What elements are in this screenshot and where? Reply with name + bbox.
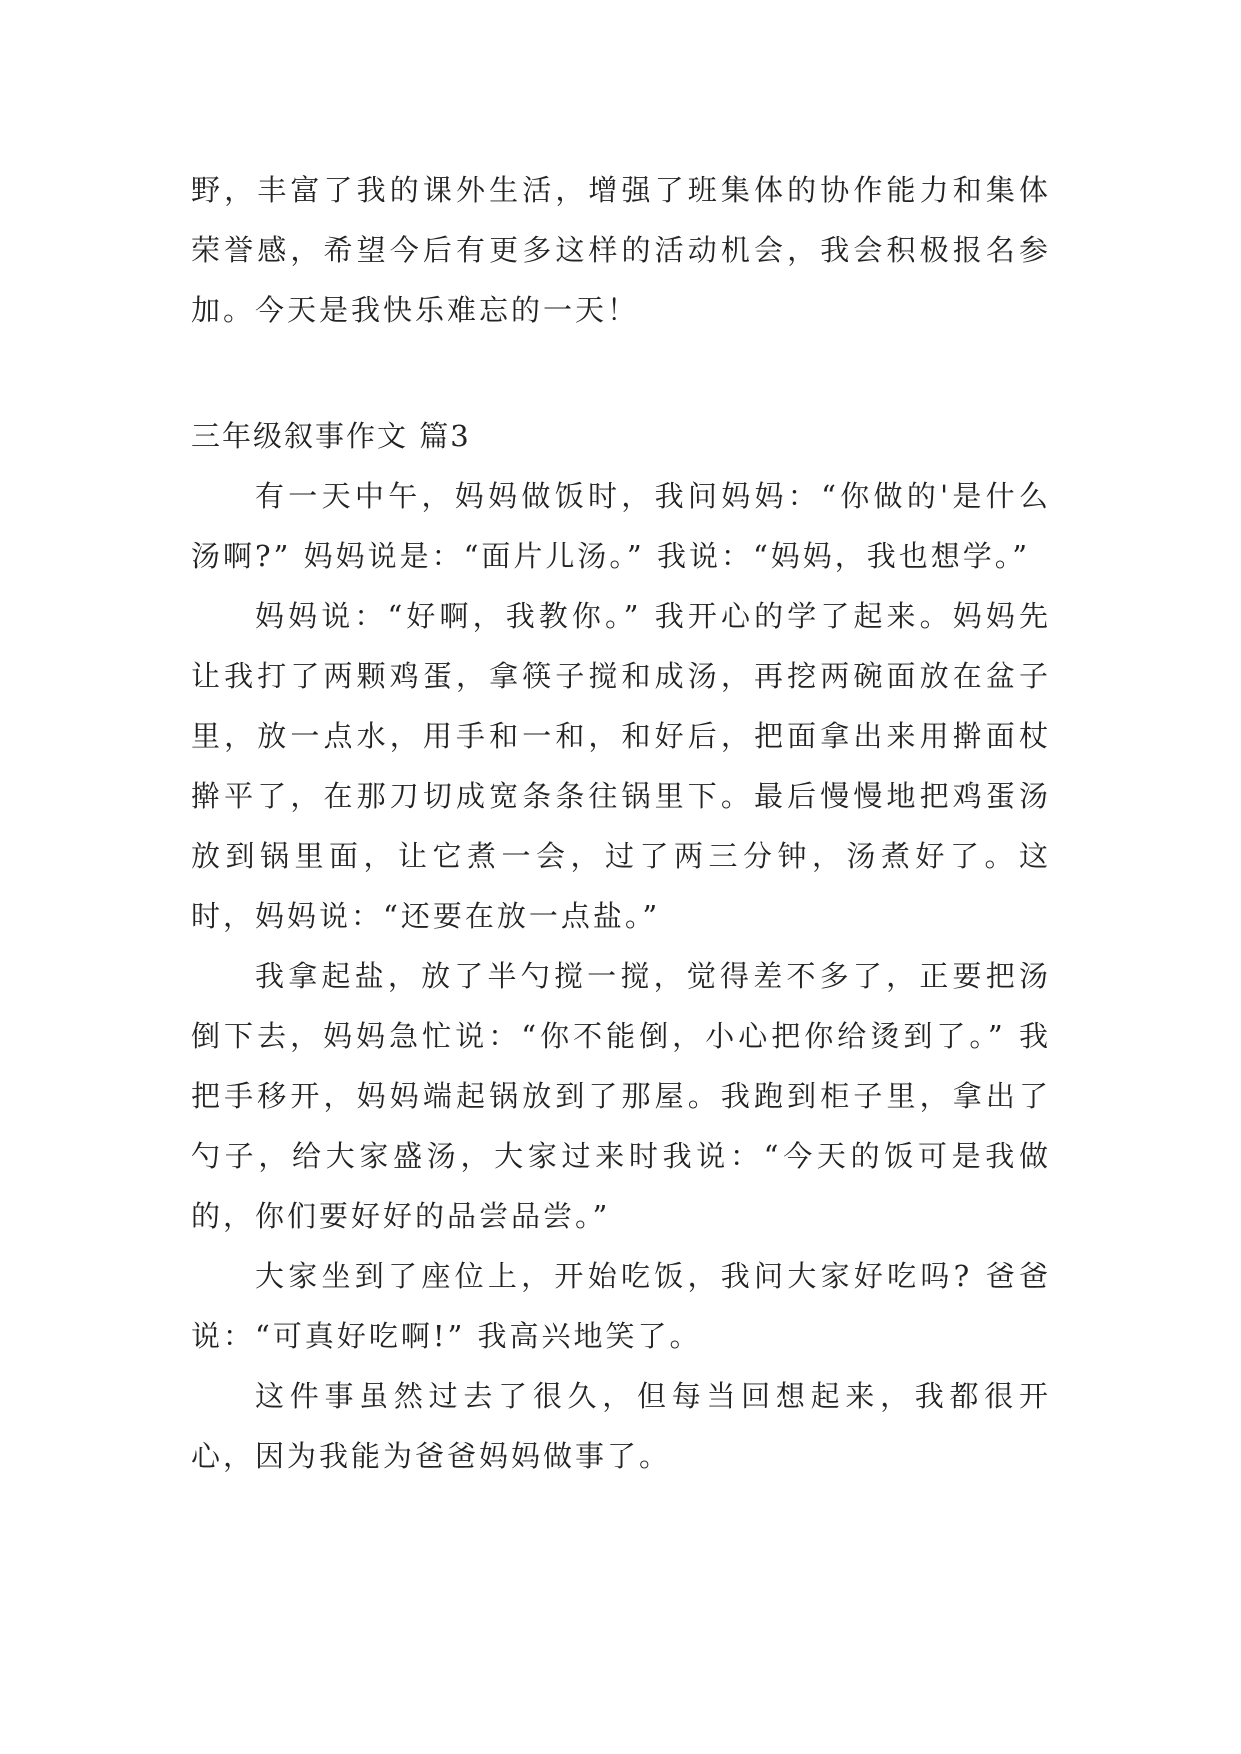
paragraph-3: 我拿起盐，放了半勺搅一搅，觉得差不多了，正要把汤倒下去，妈妈急忙说：“你不能倒，小心把你给烫到了。” 我把手移开，妈妈端起锅放到了那屋。我跑到柜子里，拿出了勺子，给大家盛汤，大家过来时我说：“今天的饭可是我做的，你们要好好的品尝品尝。”	[191, 959, 1051, 1233]
paragraph-4: 大家坐到了座位上，开始吃饭，我问大家好吃吗? 爸爸说：“可真好吃啊!” 我高兴地笑了。	[191, 1259, 1051, 1353]
section-title: 三年级叙事作文 篇3	[191, 419, 471, 453]
intro-paragraph: 野，丰富了我的课外生活，增强了班集体的协作能力和集体荣誉感，希望今后有更多这样的活动机会，我会积极报名参加。今天是我快乐难忘的一天！	[191, 173, 1051, 327]
paragraph-1: 有一天中午，妈妈做饭时，我问妈妈：“你做的'是什么汤啊?” 妈妈说是：“面片儿汤。” 我说：“妈妈，我也想学。”	[191, 479, 1051, 573]
paragraph-2: 妈妈说：“好啊，我教你。” 我开心的学了起来。妈妈先让我打了两颗鸡蛋，拿筷子搅和成汤，再挖两碗面放在盆子里，放一点水，用手和一和，和好后，把面拿出来用擀面杖擀平了，在那刀切成宽条条往锅里下。最后慢慢地把鸡蛋汤放到锅里面，让它煮一会，过了两三分钟，汤煮好了。这时，妈妈说：“还要在放一点盐。”	[191, 599, 1051, 933]
document-body	[191, 160, 1051, 1486]
paragraph-5: 这件事虽然过去了很久，但每当回想起来，我都很开心，因为我能为爸爸妈妈做事了。	[191, 1379, 1051, 1473]
